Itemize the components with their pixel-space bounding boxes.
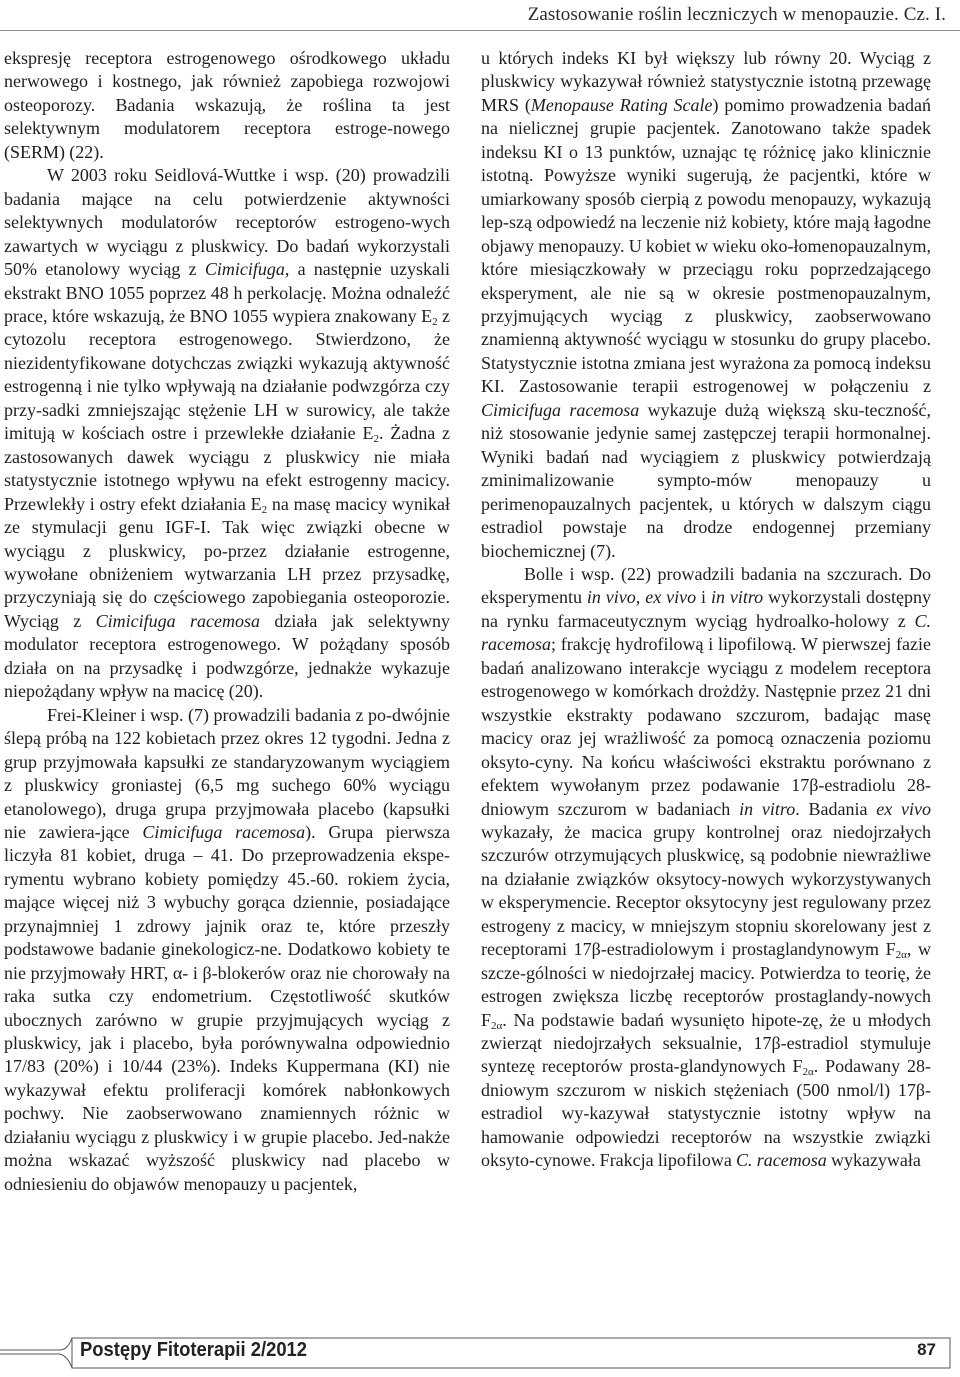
page-footer — [0, 1330, 960, 1377]
subscript: 2 — [373, 433, 379, 446]
subscript: 2α — [895, 949, 907, 962]
italic-term: Menopause Rating Scale — [530, 94, 713, 115]
text-run: z cytozolu receptora estrogenowego. Stwierdzono, że niezidentyfikowane dotychczas związki wykazują aktywność estrogenną i nie tylko wpływają na działanie podwzgórza czy przy-sadki zmniejszając stężenie LH w surowicy, ale także imitują w kościach ostre i przewlekłe działanie E — [4, 305, 450, 444]
left-paragraph-2 — [4, 164, 450, 703]
text-run: , w szcze-gólności w niedojrzałej macicy. Potwierdza to teorię, że estrogen zwiększa liczbę receptorów prostaglandy-nowych F — [481, 939, 932, 1030]
subscript: 2 — [432, 315, 438, 328]
text-run: u których indeks KI był większy lub równy 20. Wyciąg z pluskwicy wykazywał również statystycznie istotną przewagę MRS ( — [481, 48, 931, 115]
species-name: Cimicifuga racemosa — [481, 399, 640, 420]
italic-term: ex vivo — [876, 798, 931, 819]
right-paragraph-1 — [481, 47, 931, 563]
italic-term: in vitro — [739, 798, 796, 819]
text-run: . Żadna z zastosowanych dawek wyciągu z pluskwicy nie miała statystycznie istotnego wpływu na efekt estrogenny macicy. Przewlekły i ostry efekt działania E — [4, 423, 450, 514]
journal-title: Postępy Fitoterapii 2/2012 — [80, 1339, 308, 1361]
text-run: ). Grupa pierwsza liczyła 81 kobiet, druga – 41. Do przeprowadzenia ekspe-rymentu wybrano kobiety pomiędzy 45.-60. rokiem życia, mające więcej niż 3 wybuchy gorąca dziennie, posiadające przynajmniej 1 zdrowy jajnik oraz te, które przeszły podstawowe badanie ginekologicz-ne. Dodatkowo kobiety te nie przyjmowały HRT, α- i β-blokerów oraz nie chorowały na raka sutka czy endometrium. Częstotliwość skutków ubocznych zarówno w grupie przyjmujących wyciąg z pluskwicy, jak i placebo, była porównywalna odpowiednio 17/83 (20%) i 10/44 (23%). Indeks Kuppermana (KI) nie wykazywał efektu proliferacji komórek nabłonkowych pochwy. Nie zaobserwowano znamiennych różnic w działaniu wyciągu z pluskwicy i w grupie placebo. Jed-nakże można wskazać wyższość pluskwicy nad placebo w odniesieniu do objawów menopauzy u pacjentek, — [4, 821, 450, 1194]
text-run: wykorzystali dostępny na rynku farmaceutycznym wyciąg hydroalko-holowy z — [481, 587, 931, 631]
text-run: . Podawany 28-dniowym szczurom w niskich stężeniach (500 nmol/l) 17β-estradiol wy-kazywał statystycznie istotny wpływ na hamowanie odpowiedzi receptorów na wszystkie związki oksyto-cynowe. Frakcja lipofilowa — [481, 1056, 931, 1171]
text-run: ) pomimo prowadzenia badań na nielicznej grupie pacjentek. Zanotowano także spadek indeksu KI o 13 punktów, uznając tę różnicę jako klinicznie istotną. Powyższe wyniki sugerują, że pacjentki, które w umiarkowany sposób cierpią z powodu menopauzy, wykazują lep-szą odpowiedź na leczenie niż kobiety, które mają łagodne objawy menopauzy. U kobiet w wieku oko-łomenopauzalnym, które miesiączkowały w przeciągu roku poprzedzającego eksperyment, ale nie są w okresie postmenopauzalnym, przyjmujących wyciąg z pluskwicy, zaobserwowano znamienną aktywność wyciągu w stosunku do grupy placebo. Statystycznie istotna zmiana jest wyrażona za pomocą indeksu KI. Zastosowanie terapii estrogenowej w połączeniu z — [481, 94, 932, 397]
left-column — [4, 47, 450, 1196]
italic-term: in vitro — [710, 587, 764, 608]
running-header: Zastosowanie roślin leczniczych w menopauzie. Cz. I. — [527, 4, 946, 25]
species-name: Cimicifuga racemosa — [95, 610, 260, 631]
text-run: . Na podstawie badań wysunięto hipote-zę, że u młodych zwierząt niedojrzałych seksualnie, 17β-estradiol stymuluje syntezę receptorów prosta-glandynowych F — [481, 1009, 931, 1077]
subscript: 2 — [261, 503, 268, 516]
right-column — [481, 47, 931, 1173]
text-run: na masę macicy wynikał ze stymulacji genu IGF-I. Tak więc związki obecne w wyciągu z pluskwicy, po-przez działanie estrogenne, wywołane obniżeniem wytwarzania LH przez przysadkę, przyczyniają się do częściowego zapobiegania osteoporozie. Wyciąg z — [4, 493, 451, 631]
subscript: 2α — [802, 1066, 814, 1079]
species-name: Cimicifuga racemosa — [142, 821, 306, 842]
species-name: C. racemosa — [481, 610, 931, 655]
text-run: działa jak selektywny modulator receptora estrogenowego. W pożądany sposób działa on na przysadkę i podwzgórze, jednakże wykazuje niepożądany wpływ na macicę (20). — [4, 610, 451, 702]
header-rule — [0, 30, 960, 31]
text-run: W 2003 roku Seidlová-Wuttke i wsp. (20) prowadzili badania mające na celu potwierdzenie aktywności selektywnych modulatorów receptorów estrogeno-wych zawartych w wyciągu z pluskwicy. Do badań wykorzystali 50% etanolowy wyciąg z — [4, 165, 450, 280]
text-run: wykazuje dużą większą sku-teczność, niż stosowanie jedynie samej zastępczej terapii hormonalnej. Wyniki badań nad wyciągiem z pluskwicy potwierdzają zminimalizowanie sympto-mów menopauzy u perimenopauzalnych pacjentek, u których w dalszym ciągu estradiol powstaje na drodze endogennej przemiany biochemicznej (7). — [481, 399, 931, 561]
species-name: C. racemosa — [736, 1150, 827, 1171]
subscript: 2α — [491, 1019, 503, 1032]
text-run: Bolle i wsp. (22) prowadzili badania na szczurach. Do eksperymentu — [481, 563, 931, 608]
text-run: wykazały, że macica grupy kontrolnej oraz niedojrzałych szczurów otrzymujących pluskwicę, są podobnie niewrażliwe na działanie związków oksytocy-nowych wykorzystywanych w eksperymencie. Receptor oksytocyny jest regulowany przez estrogeny z macicy, w mniejszym stopniu skorelowany jest z receptorami 17β-estradiolowym i prostaglandynowym F — [481, 821, 931, 960]
text-run: wykazywała — [826, 1150, 921, 1171]
italic-term: in vivo, ex vivo — [586, 587, 697, 608]
left-paragraph-3 — [4, 704, 450, 1197]
text-run: ekspresję receptora estrogenowego ośrodkowego układu nerwowego i kostnego, jak również zapobiega rozwojowi osteoporozy. Badania wskazują, że roślina ta jest selektywnym modulatorem receptora estroge-nowego (SERM) (22). — [4, 48, 450, 162]
left-paragraph-1 — [4, 47, 450, 164]
species-name: Cimicifuga — [204, 259, 285, 280]
text-run: Frei-Kleiner i wsp. (7) prowadzili badania z po-dwójnie ślepą próbą na 122 kobietach przez okres 12 tygodni. Jedna z grup przyjmowała kapsułki ze standaryzowanym wyciągiem z pluskwicy groniastej (6,5 mg suchego 60% wyciągu etanolowego), druga grupa przyjmowała placebo (kapsułki nie zawiera-jące — [4, 704, 450, 842]
page-number: 87 — [917, 1340, 936, 1359]
text-run: . Badania — [795, 798, 877, 819]
text-run: i — [696, 587, 711, 608]
right-paragraph-2 — [481, 563, 931, 1173]
text-run: ; frakcję hydrofilową i lipofilową. W pierwszej fazie badań analizowano interakcje wyciągu z modelem receptora estrogenowego w komórkach drożdży. Następnie przez 21 dni wszystkie ekstrakty podawano szczurom, badając masę macicy oraz jej wrażliwość za pomocą oznaczenia poziomu oksyto-cyny. Na końcu właściwości ekstraktu porównano z efektem wywołanym przez podawanie 17β-estradiolu 28-dniowym szczurom w badaniach — [481, 634, 931, 819]
text-run: , a następnie uzyskali ekstrakt BNO 1055 poprzez 48 h perkolację. Można odnaleźć prace, które wskazują, że BNO 1055 wypiera znakowany E — [4, 259, 450, 326]
